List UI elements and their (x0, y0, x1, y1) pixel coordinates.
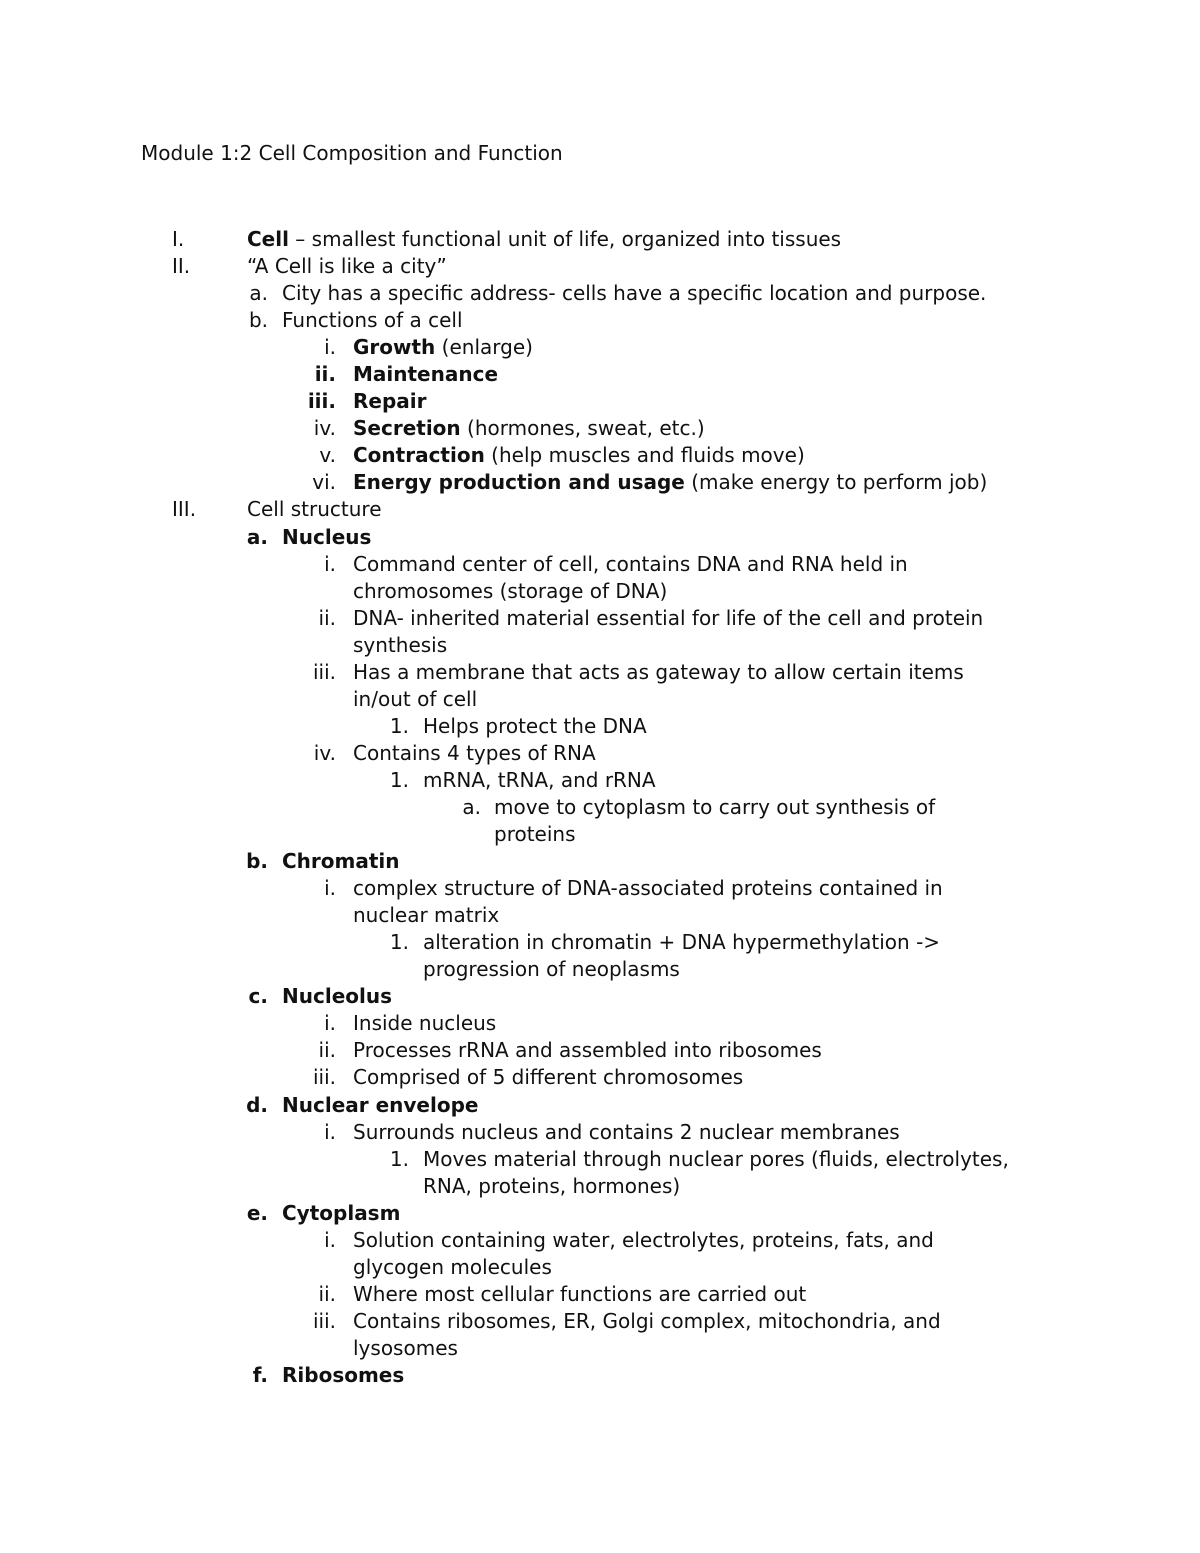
item-text: Surrounds nucleus and contains 2 nuclear membranes (353, 1119, 900, 1144)
list-marker: ii. (314, 362, 336, 387)
outline-item (0, 848, 1200, 875)
list-marker: 1. (389, 767, 409, 792)
outline-item-text (282, 1092, 478, 1119)
list-marker: iv. (313, 740, 336, 765)
item-text: DNA- inherited material essential for life of the cell and protein (353, 605, 984, 630)
outline-item-text (353, 1281, 806, 1308)
item-text: mRNA, tRNA, and rRNA (423, 767, 656, 792)
list-marker: ii. (318, 605, 336, 630)
item-text: – smallest functional unit of life, organized into tissues (288, 227, 842, 251)
item-text: “A Cell is like a city” (247, 254, 447, 279)
outline-item-continuation (0, 956, 1200, 983)
outline-item-continuation (0, 578, 1200, 605)
item-text: move to cytoplasm to carry out synthesis of (494, 794, 936, 819)
item-text: (help muscles and fluids move) (484, 443, 805, 468)
outline-item-continuation (0, 632, 1200, 659)
outline-item-text (353, 1119, 900, 1146)
item-text: Helps protect the DNA (423, 713, 647, 738)
outline-item (0, 605, 1200, 632)
outline-item-text (353, 334, 533, 361)
outline-item-text (494, 794, 935, 821)
outline-item-text (353, 686, 477, 713)
outline-item-text (282, 307, 463, 334)
list-marker: iii. (312, 659, 336, 684)
outline-item-text (282, 280, 986, 307)
outline-item-text (353, 442, 805, 469)
bold-term: Cytoplasm (282, 1200, 401, 1225)
list-marker: b. (246, 849, 268, 874)
item-text: Where most cellular functions are carried out (353, 1281, 807, 1306)
outline-item-continuation (0, 1254, 1200, 1281)
outline-item-text (353, 659, 964, 686)
outline-item (0, 1227, 1200, 1254)
item-text: alteration in chromatin + DNA hypermethylation -> (423, 930, 941, 955)
bold-term: Nucleus (282, 524, 372, 549)
outline-item-continuation (0, 686, 1200, 713)
item-text: Inside nucleus (353, 1011, 497, 1036)
outline-item (0, 388, 1200, 415)
outline-item-text (353, 740, 596, 767)
bold-term: Nuclear envelope (282, 1092, 479, 1117)
list-marker: II. (172, 254, 191, 279)
outline-item (0, 740, 1200, 767)
outline-item-continuation (0, 902, 1200, 929)
outline-item (0, 1064, 1200, 1091)
outline-item-text (353, 605, 983, 632)
list-marker: 1. (389, 1146, 409, 1171)
outline-item-text (353, 1227, 934, 1254)
item-text: proteins (494, 822, 576, 847)
list-marker: f. (252, 1362, 268, 1387)
outline-item-continuation (0, 1173, 1200, 1200)
outline-item (0, 875, 1200, 902)
outline-item (0, 713, 1200, 740)
outline-item-text (423, 929, 940, 956)
list-marker: ii. (318, 1281, 336, 1306)
outline-item-text (353, 415, 705, 442)
outline-item-text (353, 632, 447, 659)
item-text: in/out of cell (353, 686, 478, 711)
outline-item (0, 1037, 1200, 1064)
outline-item-text (353, 1037, 822, 1064)
item-text: lysosomes (353, 1335, 458, 1360)
outline-item (0, 983, 1200, 1010)
item-text: Functions of a cell (282, 308, 463, 333)
bold-term: Cell (247, 227, 289, 251)
outline-item (0, 334, 1200, 361)
outline-item (0, 551, 1200, 578)
outline-item (0, 659, 1200, 686)
outline-item-text (353, 388, 427, 415)
outline-item-text (353, 1064, 743, 1091)
list-marker: 1. (389, 713, 409, 738)
item-text: synthesis (353, 632, 448, 657)
bold-term: Secretion (353, 416, 461, 441)
item-text: (hormones, sweat, etc.) (460, 416, 705, 441)
list-marker: i. (324, 1227, 336, 1252)
outline-item-continuation (0, 821, 1200, 848)
outline-item-text (282, 1362, 404, 1389)
list-marker: I. (172, 227, 185, 251)
bold-term: Maintenance (353, 362, 499, 387)
item-text: (enlarge) (435, 335, 533, 360)
outline-item (0, 1146, 1200, 1173)
item-text: City has a specific address- cells have a specific location and purpose. (282, 281, 987, 306)
outline-item (0, 361, 1200, 388)
outline-item (0, 1281, 1200, 1308)
bold-term: Nucleolus (282, 984, 392, 1009)
outline-item-text (353, 1335, 458, 1362)
list-marker: d. (246, 1092, 268, 1117)
outline-item-text (423, 1173, 680, 1200)
item-text: RNA, proteins, hormones) (423, 1173, 681, 1198)
item-text: Contains 4 types of RNA (353, 740, 596, 765)
list-marker: ii. (318, 1038, 336, 1063)
bold-term: Contraction (353, 443, 485, 468)
outline-item-text (282, 983, 392, 1010)
item-text: Contains ribosomes, ER, Golgi complex, mitochondria, and (353, 1308, 941, 1333)
item-text: Moves material through nuclear pores (fluids, electrolytes, (423, 1146, 1009, 1171)
outline-item (0, 524, 1200, 551)
list-marker: i. (324, 876, 336, 901)
outline-item (0, 469, 1200, 496)
list-marker: vi. (312, 470, 336, 495)
outline-item-text (353, 361, 498, 388)
outline-item (0, 767, 1200, 794)
outline-item (0, 253, 1200, 280)
outline-item (0, 794, 1200, 821)
outline-item (0, 1362, 1200, 1389)
outline-item (0, 1010, 1200, 1037)
bold-term: Repair (353, 389, 427, 414)
item-text: (make energy to perform job) (684, 470, 988, 495)
outline-item (0, 226, 1200, 253)
outline-item-text (423, 767, 656, 794)
outline-item-text (247, 226, 841, 253)
bold-term: Energy production and usage (353, 470, 685, 495)
item-text: glycogen molecules (353, 1254, 552, 1279)
list-marker: e. (246, 1200, 268, 1225)
list-marker: i. (324, 551, 336, 576)
outline-item-text (353, 1010, 496, 1037)
outline-item (0, 307, 1200, 334)
outline-item-text (353, 1254, 552, 1281)
list-marker: a. (246, 524, 268, 549)
item-text: progression of neoplasms (423, 957, 680, 982)
outline-item-text (423, 1146, 1009, 1173)
outline-item (0, 1119, 1200, 1146)
item-text: nuclear matrix (353, 903, 500, 928)
outline-item (0, 280, 1200, 307)
outline-item (0, 496, 1200, 523)
bold-term: Growth (353, 335, 436, 360)
list-marker: i. (324, 1119, 336, 1144)
outline-item-text (353, 551, 908, 578)
outline-item (0, 1308, 1200, 1335)
outline-item-text (353, 469, 987, 496)
outline-item-text (247, 496, 382, 523)
list-marker: i. (324, 1011, 336, 1036)
item-text: Comprised of 5 different chromosomes (353, 1065, 744, 1090)
outline-item (0, 442, 1200, 469)
outline-item (0, 415, 1200, 442)
list-marker: iii. (312, 1065, 336, 1090)
item-text: Has a membrane that acts as gateway to allow certain items (353, 659, 964, 684)
bold-term: Ribosomes (282, 1362, 405, 1387)
list-marker: a. (462, 794, 481, 819)
outline-item-text (423, 713, 647, 740)
outline-item (0, 929, 1200, 956)
outline-item-text (353, 902, 499, 929)
outline-item-text (423, 956, 680, 983)
list-marker: v. (319, 443, 336, 468)
item-text: Processes rRNA and assembled into ribosomes (353, 1038, 822, 1063)
list-marker: III. (172, 497, 197, 522)
outline-item (0, 1092, 1200, 1119)
list-marker: iii. (307, 389, 336, 414)
outline-list (0, 226, 1200, 1389)
item-text: chromosomes (storage of DNA) (353, 578, 668, 603)
list-marker: c. (248, 984, 268, 1009)
list-marker: i. (324, 335, 336, 360)
list-marker: b. (248, 308, 268, 333)
list-marker: iii. (312, 1308, 336, 1333)
outline-item-text (353, 578, 667, 605)
outline-item-text (494, 821, 576, 848)
outline-item-text (282, 524, 371, 551)
outline-item-text (282, 848, 400, 875)
outline-item-text (247, 253, 447, 280)
outline-item (0, 1200, 1200, 1227)
item-text: Command center of cell, contains DNA and RNA held in (353, 551, 908, 576)
list-marker: a. (249, 281, 268, 306)
page-title: Module 1:2 Cell Composition and Function (141, 141, 563, 165)
list-marker: 1. (389, 930, 409, 955)
item-text: Cell structure (247, 497, 382, 522)
list-marker: iv. (313, 416, 336, 441)
item-text: complex structure of DNA-associated proteins contained in (353, 876, 943, 901)
bold-term: Chromatin (282, 849, 400, 874)
outline-item-text (282, 1200, 400, 1227)
outline-item-continuation (0, 1335, 1200, 1362)
outline-item-text (353, 1308, 941, 1335)
item-text: Solution containing water, electrolytes, proteins, fats, and (353, 1227, 934, 1252)
outline-item-text (353, 875, 943, 902)
